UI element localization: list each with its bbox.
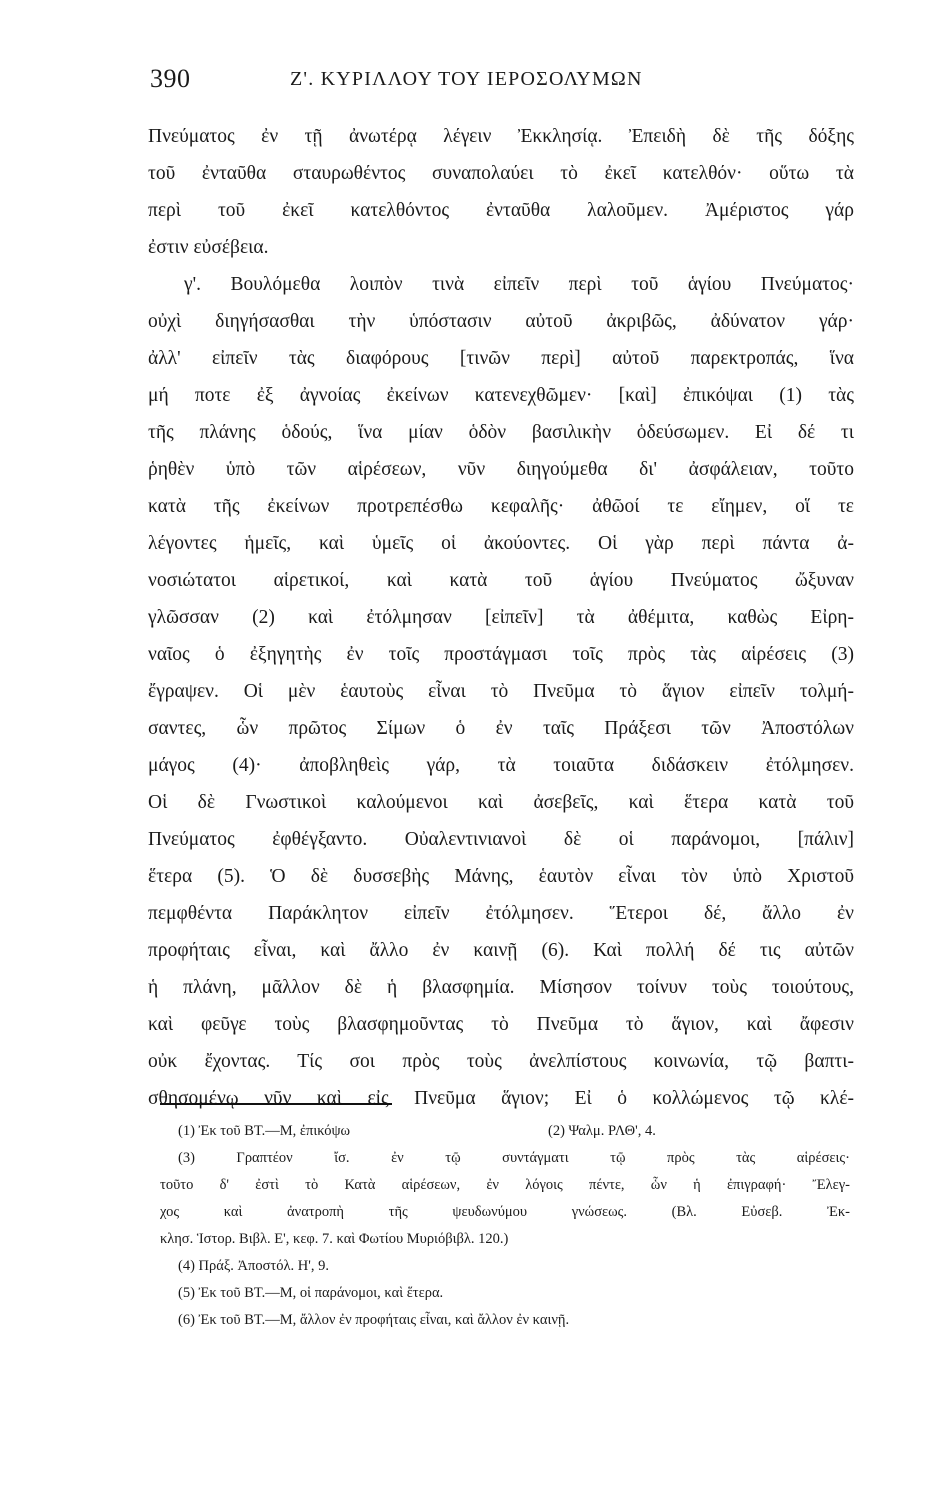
footnote-5: (5) Ἐκ τοῦ ΒΤ.—Μ, οἱ παράνομοι, καὶ ἕτερα. [178,1285,444,1301]
text-line: μή ποτε ἐξ ἀγνοίας ἐκείνων κατενεχθῶμεν· [καὶ] ἐπικόψαι (1) τὰς [148,385,854,406]
text-line: Πνεύματος ἐν τῇ ἀνωτέρᾳ λέγειν Ἐκκλησίᾳ. Ἐπειδὴ δὲ τῆς δόξης [148,126,854,147]
footnote-3-line: χος καὶ ἀνατροπὴ τῆς ψευδωνύμου γνώσεως. (Βλ. Εὐσεβ. Ἐκ- [160,1204,850,1220]
text-line: οὐχὶ διηγήσασθαι τὴν ὑπόστασιν αὐτοῦ ἀκριβῶς, ἀδύνατον γάρ· [148,311,854,332]
footnote-row [160,1118,850,1145]
text-line: κατὰ τῆς ἐκείνων προτρεπέσθω κεφαλῆς· ἀθῶοί τε εἴημεν, οἵ τε [148,496,854,517]
text-line: γ'. Βουλόμεθα λοιπὸν τινὰ εἰπεῖν περὶ τοῦ ἁγίου Πνεύματος· [184,274,854,295]
text-line: ναῖος ὁ ἐξηγητὴς ἐν τοῖς προστάγμασι τοῖς πρὸς τὰς αἱρέσεις (3) [148,644,854,665]
text-line: πεμφθέντα Παράκλητον εἰπεῖν ἐτόλμησεν. Ἕτεροι δέ, ἄλλο ἐν [148,903,854,924]
page-number: 390 [150,64,191,93]
footnote-3-line: τοῦτο δ' ἐστὶ τὸ Κατὰ αἱρέσεων, ἐν λόγοις πέντε, ὧν ἡ ἐπιγραφή· Ἔλεγ- [160,1177,850,1193]
footnote-3-line: κλησ. Ἱστορ. Βιβλ. Ε', κεφ. 7. καὶ Φωτίου Μυριόβιβλ. 120.) [160,1231,509,1247]
text-line: γλῶσσαν (2) καὶ ἐτόλμησαν [εἰπεῖν] τὰ ἀθέμιτα, καθὼς Εἰρη- [148,607,854,628]
text-line: ἔγραψεν. Οἱ μὲν ἑαυτοὺς εἶναι τὸ Πνεῦμα τὸ ἅγιον εἰπεῖν τολμή- [148,681,854,702]
text-line: καὶ φεῦγε τοὺς βλασφημοῦντας τὸ Πνεῦμα τὸ ἅγιον, καὶ ἄφεσιν [148,1014,854,1035]
text-line: τοῦ ἐνταῦθα σταυρωθέντος συναπολαύει τὸ ἐκεῖ κατελθόν· οὕτω τὰ [148,163,854,184]
footnotes [160,1118,850,1334]
text-line: περὶ τοῦ ἐκεῖ κατελθόντος ἐνταῦθα λαλοῦμεν. Ἀμέριστος γάρ [148,200,854,221]
text-line: ἐστιν εὐσέβεια. [148,237,269,258]
page-header [150,64,850,104]
text-line: Οἱ δὲ Γνωστικοὶ καλούμενοι καὶ ἀσεβεῖς, καὶ ἕτερα κατὰ τοῦ [148,792,854,813]
footnote-3-line: (3) Γραπτέον ἴσ. ἐν τῷ συντάγματι τῷ πρὸς τὰς αἱρέσεις· [178,1150,850,1166]
footnote-6: (6) Ἐκ τοῦ ΒΤ.—Μ, ἄλλον ἐν προφήταις εἶναι, καὶ ἄλλον ἐν καινῇ. [178,1312,570,1328]
text-line: οὐκ ἔχοντας. Τίς σοι πρὸς τοὺς ἀνελπίστους κοινωνία, τῷ βαπτι- [148,1051,854,1072]
footnote-1: (1) Ἐκ τοῦ ΒΤ.—Μ, ἐπικόψω [178,1123,351,1139]
text-line: σαντες, ὧν πρῶτος Σίμων ὁ ἐν ταῖς Πράξεσι τῶν Ἀποστόλων [148,718,854,739]
footnote-2: (2) Ψαλμ. ΡΛΘ', 4. [548,1123,656,1139]
main-text [148,118,854,1117]
text-line: νοσιώτατοι αἱρετικοί, καὶ κατὰ τοῦ ἁγίου Πνεύματος ὤξυναν [148,570,854,591]
text-line: προφήταις εἶναι, καὶ ἄλλο ἐν καινῇ (6). Καὶ πολλή δέ τις αὐτῶν [148,940,854,961]
text-line: ἡ πλάνη, μᾶλλον δὲ ἡ βλασφημία. Μίσησον τοίνυν τοὺς τοιούτους, [148,977,854,998]
running-title: Ζ'. ΚΥΡΙΛΛΟΥ ΤΟΥ ΙΕΡΟΣΟΛΥΜΩΝ [290,68,643,90]
text-line: Πνεύματος ἐφθέγξαντο. Οὐαλεντινιανοὶ δὲ οἱ παράνομοι, [πάλιν] [148,829,854,850]
text-line: τῆς πλάνης ὁδούς, ἵνα μίαν ὁδὸν βασιλικὴν ὁδεύσωμεν. Εἰ δέ τι [148,422,854,443]
text-line: λέγοντες ἡμεῖς, καὶ ὑμεῖς οἱ ἀκούοντες. Οἱ γὰρ περὶ πάντα ἀ- [148,533,854,554]
text-line: σθησομένῳ νῦν καὶ εἰς Πνεῦμα ἅγιον; Εἰ ὁ κολλώμενος τῷ κλέ- [148,1088,854,1109]
footnote-rule [160,1103,392,1105]
text-line: ἕτερα (5). Ὁ δὲ δυσσεβὴς Μάνης, ἑαυτὸν εἶναι τὸν ὑπὸ Χριστοῦ [148,866,854,887]
footnote-4: (4) Πράξ. Ἀποστόλ. Η', 9. [178,1258,329,1274]
text-line: ἀλλ' εἰπεῖν τὰς διαφόρους [τινῶν περὶ] αὐτοῦ παρεκτροπάς, ἵνα [148,348,854,369]
text-line: μάγος (4)· ἀποβληθεὶς γάρ, τὰ τοιαῦτα διδάσκειν ἐτόλμησεν. [148,755,854,776]
text-line: ῥηθὲν ὑπὸ τῶν αἱρέσεων, νῦν διηγούμεθα δι' ἀσφάλειαν, τοῦτο [148,459,854,480]
